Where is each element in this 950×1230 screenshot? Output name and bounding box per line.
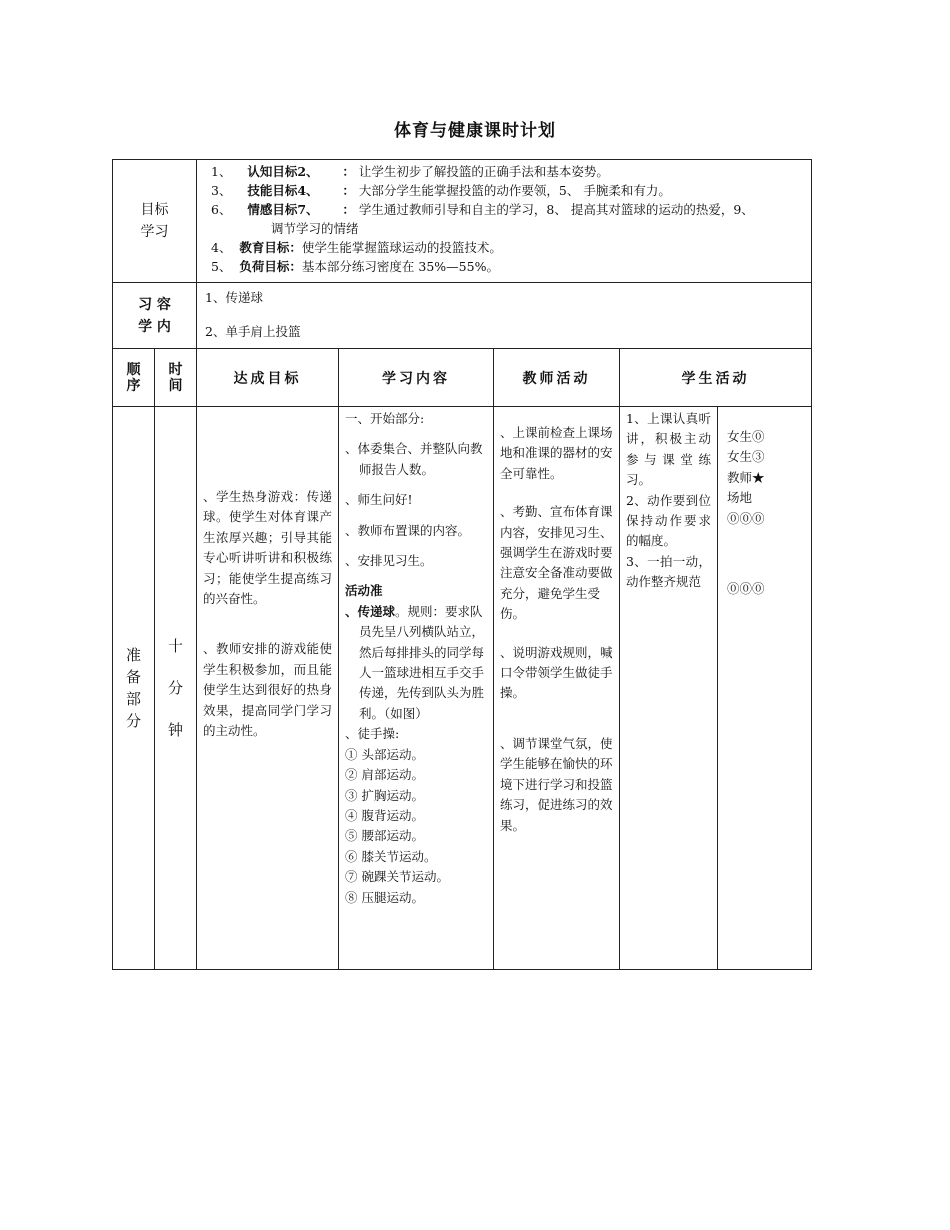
goal-line-emotion: [211, 200, 805, 219]
goals-label-line2: 学习: [140, 224, 169, 240]
formation-cell: [718, 407, 812, 970]
goal-separator: ：: [342, 183, 355, 198]
objective-p1: 、学生热身游戏：传递球。使学生对体育课产生浓厚兴趣；引导其能专心听讲听讲和积极练习；能使学生提高练习的兴奋性。: [203, 489, 332, 607]
time-char-3: 钟: [167, 721, 183, 739]
exercise-7: ⑦ 碗踝关节运动。: [345, 869, 449, 885]
goal-separator: ：: [342, 202, 355, 217]
goal-name: 技能目标4、: [247, 183, 319, 198]
goals-label-line1: 目标: [140, 202, 169, 218]
goal-text: 基本部分练习密度在 35%—55%。: [301, 259, 499, 274]
content-item-1: 1、传递球: [205, 290, 263, 305]
goal-separator: ：: [342, 164, 355, 179]
header-teacher: 教师活动: [494, 349, 620, 407]
exercise-6: ⑥ 膝关节运动。: [345, 848, 437, 864]
formation-row-1: ⓪⓪⓪: [727, 510, 765, 526]
exercise-2: ② 肩部运动。: [345, 767, 424, 783]
prep-row: [113, 407, 812, 970]
teacher-activity-4: 、调节课堂气氛，使学生能够在愉快的环境下进行学习和投篮练习，促进练习的效果。: [500, 735, 613, 833]
header-order: [113, 349, 155, 407]
teacher-cell: [494, 407, 620, 970]
teacher-activity-2: 、考勤、宣布体育课内容，安排见习生、强调学生在游戏时要注意安全备准动要做充分，避免学生受伤。: [500, 504, 613, 622]
goal-name: 教育目标：: [239, 240, 302, 255]
goal-text: 学生通过教师引导和自主的学习，8、 提高其对篮球的运动的热爱，9、: [358, 202, 754, 217]
content-label-line2: 学 内: [138, 318, 171, 335]
time-char-2: 分: [167, 679, 183, 697]
learning-item-3: 、教师布置课的内容。: [345, 522, 471, 538]
teacher-activity-3: 、说明游戏规则，喊口令带领学生做徒手操。: [500, 644, 613, 701]
learning-item-4: 、安排见习生。: [345, 553, 433, 569]
header-time: [155, 349, 197, 407]
formation-girls-2: 女生③: [727, 449, 765, 465]
goals-content: [197, 160, 812, 283]
game-description: [345, 602, 487, 724]
formation-row-2: ⓪⓪⓪: [727, 581, 765, 597]
learning-cell: [339, 407, 494, 970]
goal-text: 使学生能掌握篮球运动的投篮技术。: [301, 240, 502, 255]
goal-line-emotion-cont: [211, 219, 805, 238]
goal-line-skill: [211, 181, 805, 200]
objective-p2: 、教师安排的游戏能使学生积极参加，而且能使学生达到很好的热身效果，提高同学门学习的主动性。: [203, 641, 332, 739]
exercise-1: ① 头部运动。: [345, 746, 424, 762]
header-order-text: 顺序: [126, 361, 141, 394]
time-char-1: 十: [167, 637, 183, 655]
content-item-2: 2、单手肩上投篮: [205, 324, 301, 339]
header-row: [113, 349, 812, 407]
goal-number: 6、: [211, 202, 232, 217]
formation-teacher: 教师★: [727, 469, 765, 485]
content-label-line1: 习 容: [138, 296, 171, 313]
activity-label: 活动准: [345, 583, 383, 599]
student-activity-1: 1、上课认真听讲，积极主动参与课堂练习。: [626, 411, 711, 488]
goal-name: 认知目标2、: [247, 164, 319, 179]
student-activity-2: 2、动作要到位保持动作要求的幅度。: [626, 492, 711, 549]
exercise-4: ④ 腹背运动。: [345, 807, 424, 823]
goal-number: 4、: [211, 240, 232, 255]
goal-number: 1、: [211, 164, 232, 179]
content-row: [113, 283, 812, 349]
objective-cell: [197, 407, 339, 970]
part-name: 准备部分: [125, 646, 141, 730]
goal-text: 让学生初步了解投篮的正确手法和基本姿势。: [358, 164, 609, 179]
learning-item-2: 、师生问好!: [345, 492, 413, 508]
page-title: 体育与健康课时计划: [394, 121, 556, 141]
teacher-activity-1: 、上课前检查上课场地和准课的器材的安全可靠性。: [500, 425, 613, 481]
game-rules: 。规则：要求队员先呈八列横队站立，然后每排排头的同学每人一篮球进相互手交手传递，先传到队头为胜利。（如图）: [359, 603, 485, 721]
exercise-3: ③ 扩胸运动。: [345, 787, 424, 803]
exercise-heading: 、徒手操:: [345, 726, 400, 742]
part-cell: [113, 407, 155, 970]
time-cell: [155, 407, 197, 970]
header-objective: 达成目标: [197, 349, 339, 407]
formation-girls-1: 女生⓪: [727, 429, 765, 444]
exercise-8: ⑧ 压腿运动。: [345, 889, 424, 905]
student-cell: [620, 407, 718, 970]
goals-label: [113, 160, 197, 283]
goal-text: 大部分学生能掌握投篮的动作要领，5、 手腕柔和有力。: [358, 183, 671, 198]
goals-row: [113, 160, 812, 283]
goal-line-cognitive: [211, 162, 805, 181]
student-activity-3: 3、一拍一动，动作整齐规范: [626, 553, 711, 590]
content-items: [197, 283, 812, 349]
learning-item-1: 、体委集合、并整队向教师报告人数。: [345, 441, 483, 477]
exercise-5: ⑤ 腰部运动。: [345, 828, 424, 844]
goal-line-education: [211, 238, 805, 257]
header-time-text: 时间: [168, 361, 183, 394]
learning-heading: 一、开始部分:: [345, 411, 425, 426]
goal-name: 情感目标7、: [247, 202, 319, 217]
goal-text: 调节学习的情绪: [271, 221, 359, 236]
game-name: 、传递球: [345, 603, 396, 619]
goal-number: 5、: [211, 259, 232, 274]
formation-field: 场地: [727, 490, 753, 506]
goal-name: 负荷目标：: [239, 259, 302, 274]
header-student: 学生活动: [620, 349, 812, 407]
content-label: [113, 283, 197, 349]
goal-number: 3、: [211, 183, 232, 198]
header-learning: 学习内容: [339, 349, 494, 407]
lesson-plan-table: [112, 159, 812, 970]
goal-line-load: [211, 257, 805, 276]
